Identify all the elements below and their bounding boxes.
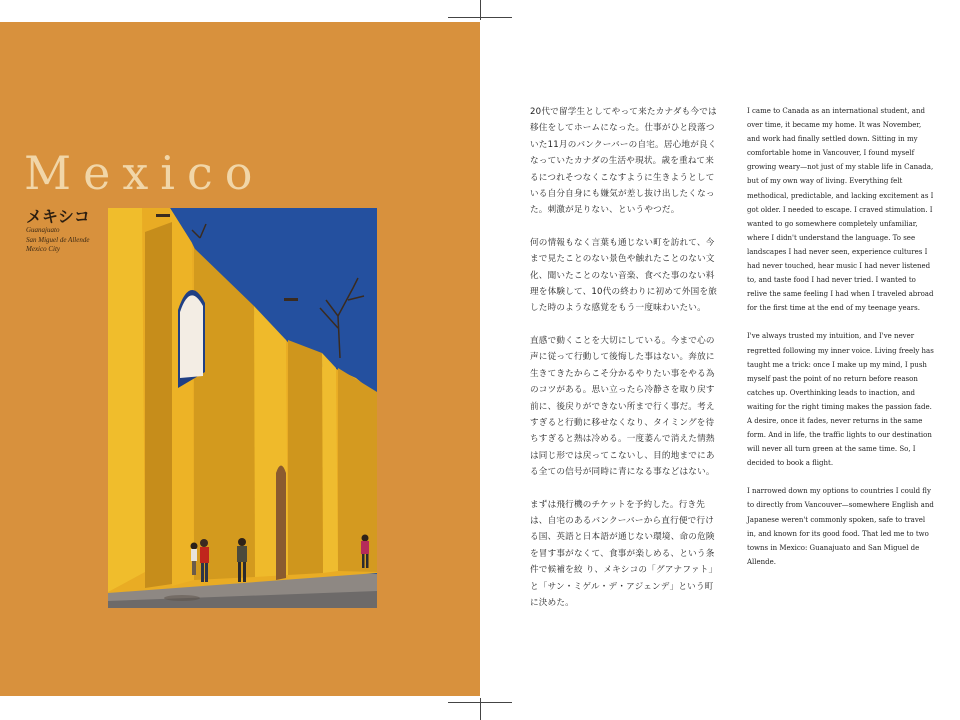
- place-name: San Miguel de Allende: [26, 235, 90, 244]
- english-paragraph: I came to Canada as an international student, and over time, it became my home. It was November, and work had finally settled down. Sitting in my comfortable home in Vancouver, I found myself growing weary—not just of my stable life in Canada, but of my own way of living. Everything felt methodical, predictable, and lacking excitement as I got older. I needed to escape. I craved stimulation. I wanted to go somewhere completely unfamiliar, where I didn't understand the language. To see landscapes I had never seen, experience cultures I had never touched, hear music I had never listened to, and taste food I had never tried. I wanted to relive the same feeling I had when I traveled abroad for the first time at the end of my teenage years.: [747, 107, 934, 313]
- place-name: Guanajuato: [26, 226, 60, 234]
- photo-yellow-building: [108, 208, 377, 608]
- english-paragraph: I've always trusted my intuition, and I've never regretted following my inner voice. Living freely has taught me a trick: once I make up my mind, I push myself past the point of no return before reason catches up. Overthinking leads to inaction, and waiting for the right timing makes the passion fade. A desire, once it fades, never returns in the same form. And in life, the traffic lights to our destination will never all turn green at the same time. So, I decided to book a flight.: [747, 332, 934, 468]
- japanese-text-column: [530, 104, 720, 611]
- english-paragraph: I narrowed down my options to countries I could fly to directly from Vancouver—somewhere English and Japanese weren't commonly spoken, safe to travel in, and known for its good food. That led me to two towns in Mexico: Guanajuato and San Miguel de Allende.: [747, 487, 934, 566]
- japanese-paragraph: 20代で留学生としてやって来たカナダも今では移住をしてホームになった。仕事がひと段落ついた11月のバンクーバーの自宅。居心地が良くなっていたカナダの生活や現状。歳を重ねて来るにつれそつなくこなすように生きようとしている自分自身にも嫌気が差し抜け出したくなった。刺激が足りない、というやつだ。: [530, 107, 717, 216]
- japanese-paragraph: 直感で動くことを大切にしている。今まで心の声に従って行動して後悔した事はない。奔放に生きてきたからこそ分かるやりたい事をやる為のコツがある。思い立ったら冷静さを取り戻す前に、後戻りができない所まで行く事だ。考えすぎると行動に移せなくなり、タイミングを待ちすぎると熱は冷める。一度萎んで消えた情熱は同じ形では戻ってこないし、目的地までにある全ての信号が同時に青になる事などはない。: [530, 335, 715, 478]
- crop-mark-top-v: [480, 0, 481, 20]
- title-english: Mexico: [24, 146, 265, 200]
- title-japanese: メキシコ: [26, 207, 90, 226]
- japanese-paragraph: 何の情報もなく言葉も通じない町を訪れて、今まで見たことのない景色や触れたことのない文化、聞いたことのない音楽、食べた事のない料理を体験して、10代の終わりに初めて外国を旅した時のような感覚をもう一度味わいたい。: [530, 237, 718, 314]
- place-name: Mexico City: [26, 245, 61, 253]
- crop-mark-bottom-v: [480, 698, 481, 720]
- place-list: [26, 226, 89, 255]
- japanese-paragraph: まずは飛行機のチケットを予約した。行き先は、自宅のあるバンクーバーから直行便で行ける国、英語と日本語が通じない環境、命の危険を冒す事がなくて、食事が楽しめる、という条件で候補を絞 り、メキシコの「グアナファト」と「サン・ミゲル・デ・アジェンデ」という町に決めた。: [530, 499, 718, 608]
- english-text-column: [747, 104, 935, 569]
